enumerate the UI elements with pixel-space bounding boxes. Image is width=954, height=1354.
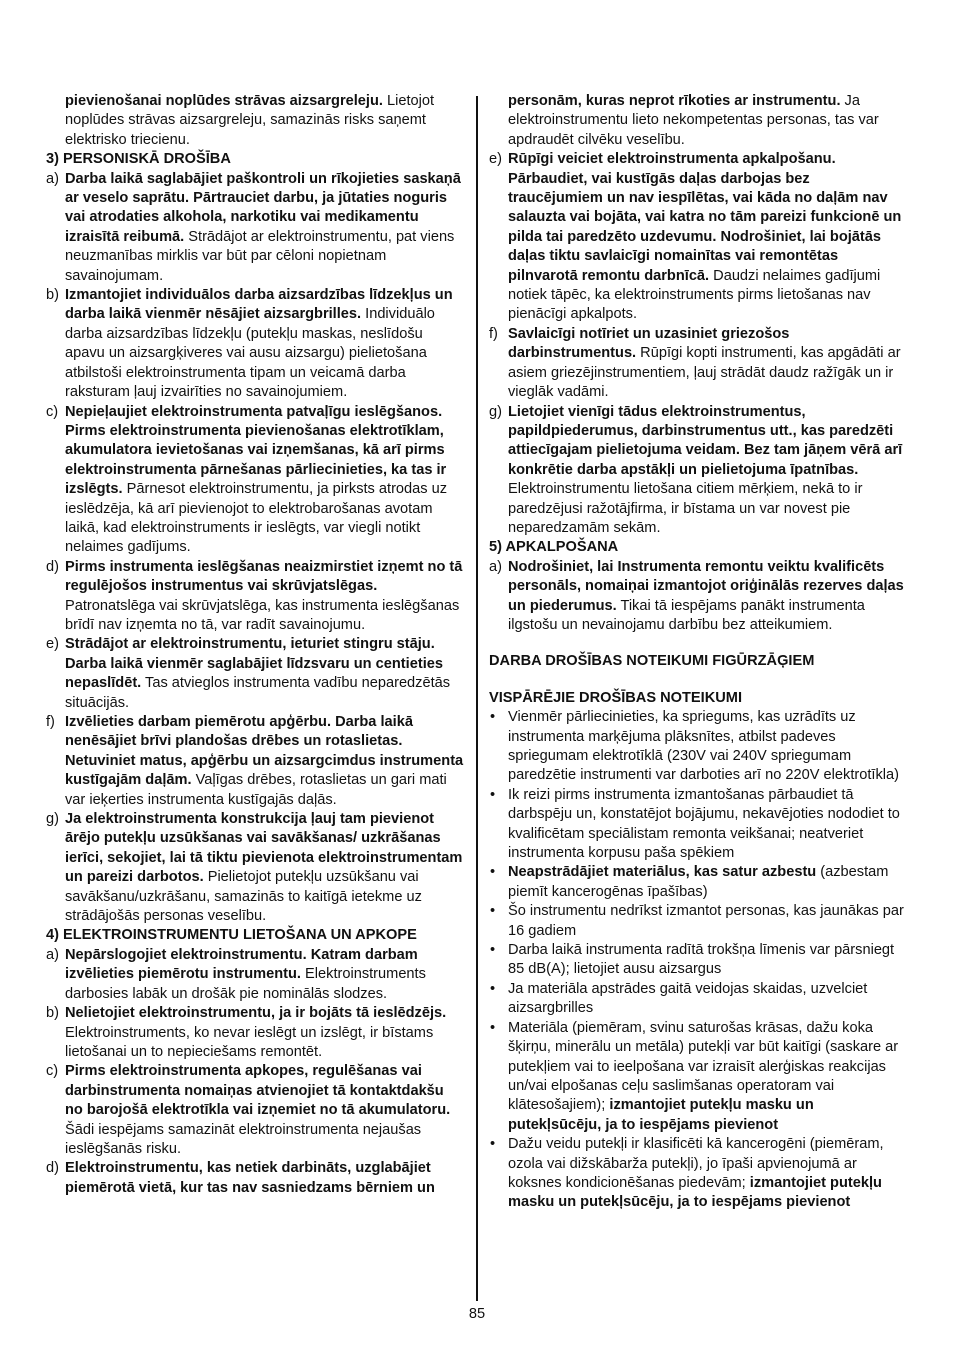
item-body bbox=[508, 326, 901, 400]
bullet-dot: • bbox=[490, 980, 496, 997]
list-item bbox=[46, 558, 464, 636]
bullet-body bbox=[508, 903, 904, 938]
bullet-item bbox=[489, 941, 907, 980]
item-label: e) bbox=[46, 636, 59, 653]
bullet-dot: • bbox=[490, 864, 496, 881]
bullet-text: Šo instrumentu nedrīkst izmantot personas, kas jaunākas par 16 gadiem bbox=[508, 903, 904, 939]
item-body bbox=[65, 636, 450, 710]
item-body bbox=[65, 404, 447, 556]
continued-paragraph: personām, kuras neprot rīkoties ar instrumentu. Ja elektroinstrumentu lieto nekompetentas personas, tas var apdraudēt cilvēku veselību. bbox=[508, 93, 879, 148]
service-list bbox=[489, 558, 907, 636]
item-bold-text: Strādājot ar elektroinstrumentu, ieturiet stingru stāju. Darba laikā vienmēr saglabājiet līdzsvaru un centieties nepaslīdēt. bbox=[65, 636, 443, 692]
item-text: Elektroinstruments, ko nevar ieslēgt un izslēgt, ir bīstams lietošanai un to nepieciešams remontēt. bbox=[65, 1024, 434, 1060]
item-text: Tas atvieglos instrumenta vadību neparedzētās situācijās. bbox=[65, 675, 451, 711]
tool-use-list bbox=[46, 946, 464, 1198]
item-text: Patronatslēga vai skrūvjatslēga, kas instrumenta ieslēgšanas brīdī nav izņemta no tā, var radīt savainojumu. bbox=[65, 597, 460, 633]
section-heading-personal-safety: 3) PERSONISKĀ DROŠĪBA bbox=[46, 151, 231, 168]
item-bold-text: Pirms instrumenta ieslēgšanas neaizmirstiet izņemt no tā regulējošos instrumentus vai skrūvjatslēgas. bbox=[65, 558, 463, 595]
bullet-dot: • bbox=[490, 1136, 496, 1153]
continued-paragraph: pievienošanai noplūdes strāvas aizsargreleju. Lietojot noplūdes strāvas aizsargreleju, samazinās risks saņemt elektrisko triecienu. bbox=[65, 93, 435, 148]
section-heading-tool-use: 4) ELEKTROINSTRUMENTU LIETOŠANA UN APKOPE bbox=[46, 927, 417, 944]
bullet-dot: • bbox=[490, 786, 496, 803]
bullet-text: Ik reizi pirms instrumenta izmantošanas pārbaudiet tā darbspēju un, konstatējot bojājumu, nekavējoties nododiet to kvalificētam speciālistam remonta veikšanai; neatveriet instrumenta korpusu paša spēkiem bbox=[508, 786, 900, 862]
bullet-text: Materiāla (piemēram, svinu saturošas krāsas, dažu koka šķirņu, minerālu un metāla) putekļi var būt kaitīgi (saskare ar putekļiem vai to ieelpošana var izraisīt alerģiskas reakcijas un/vai elpošanas ceļu saslimšanas operatoram vai klātesošajiem); bbox=[508, 1019, 899, 1114]
list-item bbox=[489, 403, 907, 539]
list-item bbox=[489, 558, 907, 636]
bullet-item bbox=[489, 786, 907, 864]
bullet-body bbox=[508, 864, 888, 899]
bullet-text: Dažu veidu putekļi ir klasificēti kā kancerogēni (piemēram, ozola vai dižskābarža putekļi), jo īpaši apvienojumā ar koksnes kondicionēšanas piedevām; bbox=[508, 1136, 884, 1191]
item-text: Daudzi nelaimes gadījumi notiek tāpēc, ka elektroinstruments pirms lietošanas nav pienācīgi apkalpots. bbox=[508, 267, 881, 323]
item-text: Tikai tā iespējams panākt instrumenta ilgstošu un nevainojamu darbību bez atteikumiem. bbox=[508, 597, 865, 633]
list-item bbox=[46, 635, 464, 713]
bullet-dot: • bbox=[490, 709, 496, 726]
list-item bbox=[489, 150, 907, 325]
list-item bbox=[46, 1062, 464, 1159]
item-bold-text: Lietojiet vienīgi tādus elektroinstrumentus, papildpiederumus, darbinstrumentus utt., kas paredzēti attiecīgajam pielietojuma veidam. Bez tam jāņem vērā arī konkrētie darba apstākļi un pielietojuma īpatnības. bbox=[508, 403, 903, 478]
item-label: g) bbox=[46, 811, 59, 828]
item-body bbox=[65, 811, 462, 924]
item-text: Pielietojot putekļu uzsūkšanu vai savākšanu/uzkrāšanu, samazinās to kaitīgā ietekme uz strādājošās personas veselību. bbox=[65, 869, 422, 925]
general-safety-bullets bbox=[489, 708, 907, 1213]
item-label: f) bbox=[46, 714, 55, 730]
item-bold-text: Rūpīgi veiciet elektroinstrumenta apkalpošanu. Pārbaudiet, vai kustīgās daļas darbojas bez traucējumiem un nav iespīlētas, vai kāda no daļām nav salauzta vai bojāta, vai katra no tām pareizi funkcionē un pilda tai paredzēto uzdevumu. Nodrošiniet, lai bojātās daļas tiktu savlaicīgi nomainītas vai remontētas pilnvarotā remontu darbnīcā. bbox=[508, 151, 902, 284]
list-item bbox=[46, 1159, 464, 1198]
item-bold-text: Ja elektroinstrumenta konstrukcija ļauj tam pievienot ārējo putekļu uzsūkšanas vai savākšanas/ uzkrāšanas ierīci, sekojiet, lai tā tiktu pievienota elektroinstrumentam un pareizi darbotos. bbox=[65, 811, 463, 886]
item-label: d) bbox=[46, 1160, 59, 1177]
item-text: Vaļīgas drēbes, rotaslietas un gari mati var ieķerties instrumenta kustīgajās daļās. bbox=[65, 772, 447, 808]
item-label: a) bbox=[489, 558, 502, 575]
bullet-bold-text: Neapstrādājiet materiālus, kas satur azbestu bbox=[508, 864, 817, 881]
item-bold-text: Nodrošiniet, lai Instrumenta remontu veiktu kvalificēts personāls, nomaiņai izmantojot oriģinālās rezerves daļas un piederumus. bbox=[508, 558, 904, 614]
bullet-item bbox=[489, 902, 907, 941]
bullet-body bbox=[508, 1020, 898, 1133]
item-bold-text: Darba laikā saglabājiet paškontroli un rīkojieties saskaņā ar veselo saprātu. Pārtrauciet darbu, ja jūtaties noguris vai atrodaties alkohola, narkotiku vai medikamentu izraisītā reibumā. bbox=[65, 170, 461, 245]
bullet-item bbox=[489, 1019, 907, 1135]
item-label: b) bbox=[46, 287, 59, 304]
list-item bbox=[46, 403, 464, 558]
item-label: c) bbox=[46, 1063, 59, 1080]
jigsaw-safety-title: DARBA DROŠĪBAS NOTEIKUMI FIGŪRZĀĢIEM bbox=[489, 653, 815, 670]
bullet-body bbox=[508, 787, 900, 861]
bullet-text: (azbestam piemīt kancerogēnas īpašības) bbox=[508, 864, 889, 900]
section-heading-service: 5) APKALPOŠANA bbox=[489, 539, 619, 556]
left-column bbox=[46, 92, 464, 1198]
tool-use-list-continued bbox=[489, 150, 907, 538]
item-label: f) bbox=[489, 325, 498, 342]
list-item bbox=[46, 713, 464, 810]
item-body bbox=[65, 1063, 450, 1157]
item-body bbox=[65, 714, 463, 808]
list-item bbox=[46, 946, 464, 1004]
personal-safety-list bbox=[46, 170, 464, 927]
bullet-text: Darba laikā instrumenta radītā trokšņa līmenis var pārsniegt 85 dB(A); lietojiet ausu aizsargus bbox=[508, 942, 895, 978]
item-body bbox=[508, 559, 904, 633]
item-bold-text: Nepieļaujiet elektroinstrumenta patvaļīgu ieslēgšanos. Pirms elektroinstrumenta pievienošanas elektrotīklam, akumulatora ievietošanas vai izņemšanas, kā arī pirms elektroinstrumenta pārnešanas pārliecinieties, ka tas ir izslēgts. bbox=[65, 403, 447, 498]
bullet-bold-text: izmantojiet putekļu masku un putekļsūcēju, ja to iespējams pievienot bbox=[508, 1097, 814, 1133]
item-bold-text: Izmantojiet individuālos darba aizsardzības līdzekļus un darba laikā vienmēr nēsājiet aizsargbrilles. bbox=[65, 287, 453, 323]
item-body bbox=[65, 559, 462, 633]
bullet-dot: • bbox=[490, 1019, 496, 1036]
item-bold-text: Izvēlieties darbam piemērotu apģērbu. Darba laikā nenēsājiet brīvi plandošas drēbes un rotaslietas. Netuviniet matus, apģērbu un aizsargcimdus instrumenta kustīgajām daļām. bbox=[65, 714, 464, 789]
item-label: d) bbox=[46, 558, 59, 575]
item-body bbox=[65, 1160, 435, 1195]
right-column bbox=[489, 92, 907, 1213]
item-label: a) bbox=[46, 170, 59, 187]
item-text: Rūpīgi kopti instrumenti, kas apgādāti ar asiem griezējinstrumentiem, ļauj strādāt daudz ražīgāk un ir vieglāk vadāmi. bbox=[508, 345, 901, 401]
item-body bbox=[65, 947, 426, 1002]
bullet-item bbox=[489, 1135, 907, 1213]
list-item bbox=[46, 810, 464, 926]
bullet-body bbox=[508, 981, 867, 1016]
bullet-body bbox=[508, 1136, 884, 1210]
item-body bbox=[508, 404, 902, 536]
item-bold-text: Savlaicīgi notīriet un uzasiniet griezošos darbinstrumentus. bbox=[508, 325, 790, 362]
item-label: e) bbox=[489, 151, 502, 168]
list-item bbox=[489, 325, 907, 403]
item-bold-text: Nepārslogojiet elektroinstrumentu. Katram darbam izvēlieties piemērotu instrumentu. bbox=[65, 946, 418, 983]
page-number: 85 bbox=[468, 1306, 486, 1322]
item-bold-text: Elektroinstrumentu, kas netiek darbināts, uzglabājiet piemērotā vietā, kur tas nav sasniedzams bērniem un bbox=[65, 1160, 435, 1196]
item-label: g) bbox=[489, 403, 502, 420]
item-label: a) bbox=[46, 946, 59, 963]
list-item bbox=[46, 286, 464, 402]
item-body bbox=[65, 171, 461, 284]
bullet-item bbox=[489, 708, 907, 786]
bullet-item bbox=[489, 980, 907, 1019]
list-item bbox=[46, 1004, 464, 1062]
bullet-dot: • bbox=[490, 942, 496, 959]
column-divider bbox=[476, 96, 478, 1301]
bullet-item bbox=[489, 863, 907, 902]
list-item bbox=[46, 170, 464, 286]
item-text: Elektroinstrumentu lietošana citiem mērķiem, nekā to ir paredzējusi ražotājfirma, ir bīstama un var novest pie neparedzamām sekām. bbox=[508, 481, 863, 536]
item-bold-text: Nelietojiet elektroinstrumentu, ja ir bojāts tā ieslēdzējs. bbox=[65, 1005, 447, 1022]
bullet-text: Ja materiāla apstrādes gaitā veidojas skaidas, uzvelciet aizsargbrilles bbox=[508, 980, 868, 1017]
item-label: b) bbox=[46, 1005, 59, 1022]
item-body bbox=[65, 1005, 446, 1060]
bullet-text: Vienmēr pārliecinieties, ka spriegums, kas uzrādīts uz instrumenta marķējuma plāksnītes, atbilst padeves spriegumam elektrotīklā (230V vai 240V spriegumam paredzētie instrumenti var darboties arī no 220V elektrotīkla) bbox=[508, 709, 899, 784]
item-bold-text: Pirms elektroinstrumenta apkopes, regulēšanas vai darbinstrumenta nomaiņas atvienojiet tā kontaktdakšu no barojošā elektrotīkla vai izņemiet no tā akumulatoru. bbox=[65, 1063, 451, 1119]
item-body bbox=[65, 287, 453, 400]
bullet-body bbox=[508, 709, 899, 783]
item-text: Pārnesot elektroinstrumentu, ja pirksts atrodas uz ieslēdzēja, kā arī pievienojot to elektrobarošanas avotam laikā, kad elektroinstruments ir ieslēgts, var viegli notikt nelaimes gadījums. bbox=[65, 481, 448, 556]
item-text: Elektroinstruments darbosies labāk un drošāk pie nominālās slodzes. bbox=[65, 966, 426, 1002]
bullet-bold-text: izmantojiet putekļu masku un putekļsūcēju, ja to iespējams pievienot bbox=[508, 1174, 882, 1211]
item-body bbox=[508, 151, 901, 322]
item-label: c) bbox=[46, 403, 59, 420]
item-text: Šādi iespējams samazināt elektroinstrumenta nejaušas ieslēgšanās risku. bbox=[65, 1121, 422, 1157]
bullet-body bbox=[508, 942, 894, 977]
general-safety-title: VISPĀRĒJIE DROŠĪBAS NOTEIKUMI bbox=[489, 689, 742, 706]
bullet-dot: • bbox=[490, 903, 496, 920]
item-text: Strādājot ar elektroinstrumentu, pat viens neuzmanības mirklis var būt par cēloni nopietnam savainojumam. bbox=[65, 228, 455, 284]
item-text: Individuālo darba aizsardzības līdzekļu (putekļu maskas, neslīdošu apavu un aizsargķiveres vai ausu aizsargu) pielietošana atbilstoši elektroinstrumenta tipam un veicamā darba raksturam ļauj izvairīties no savainojumiem. bbox=[65, 306, 435, 401]
